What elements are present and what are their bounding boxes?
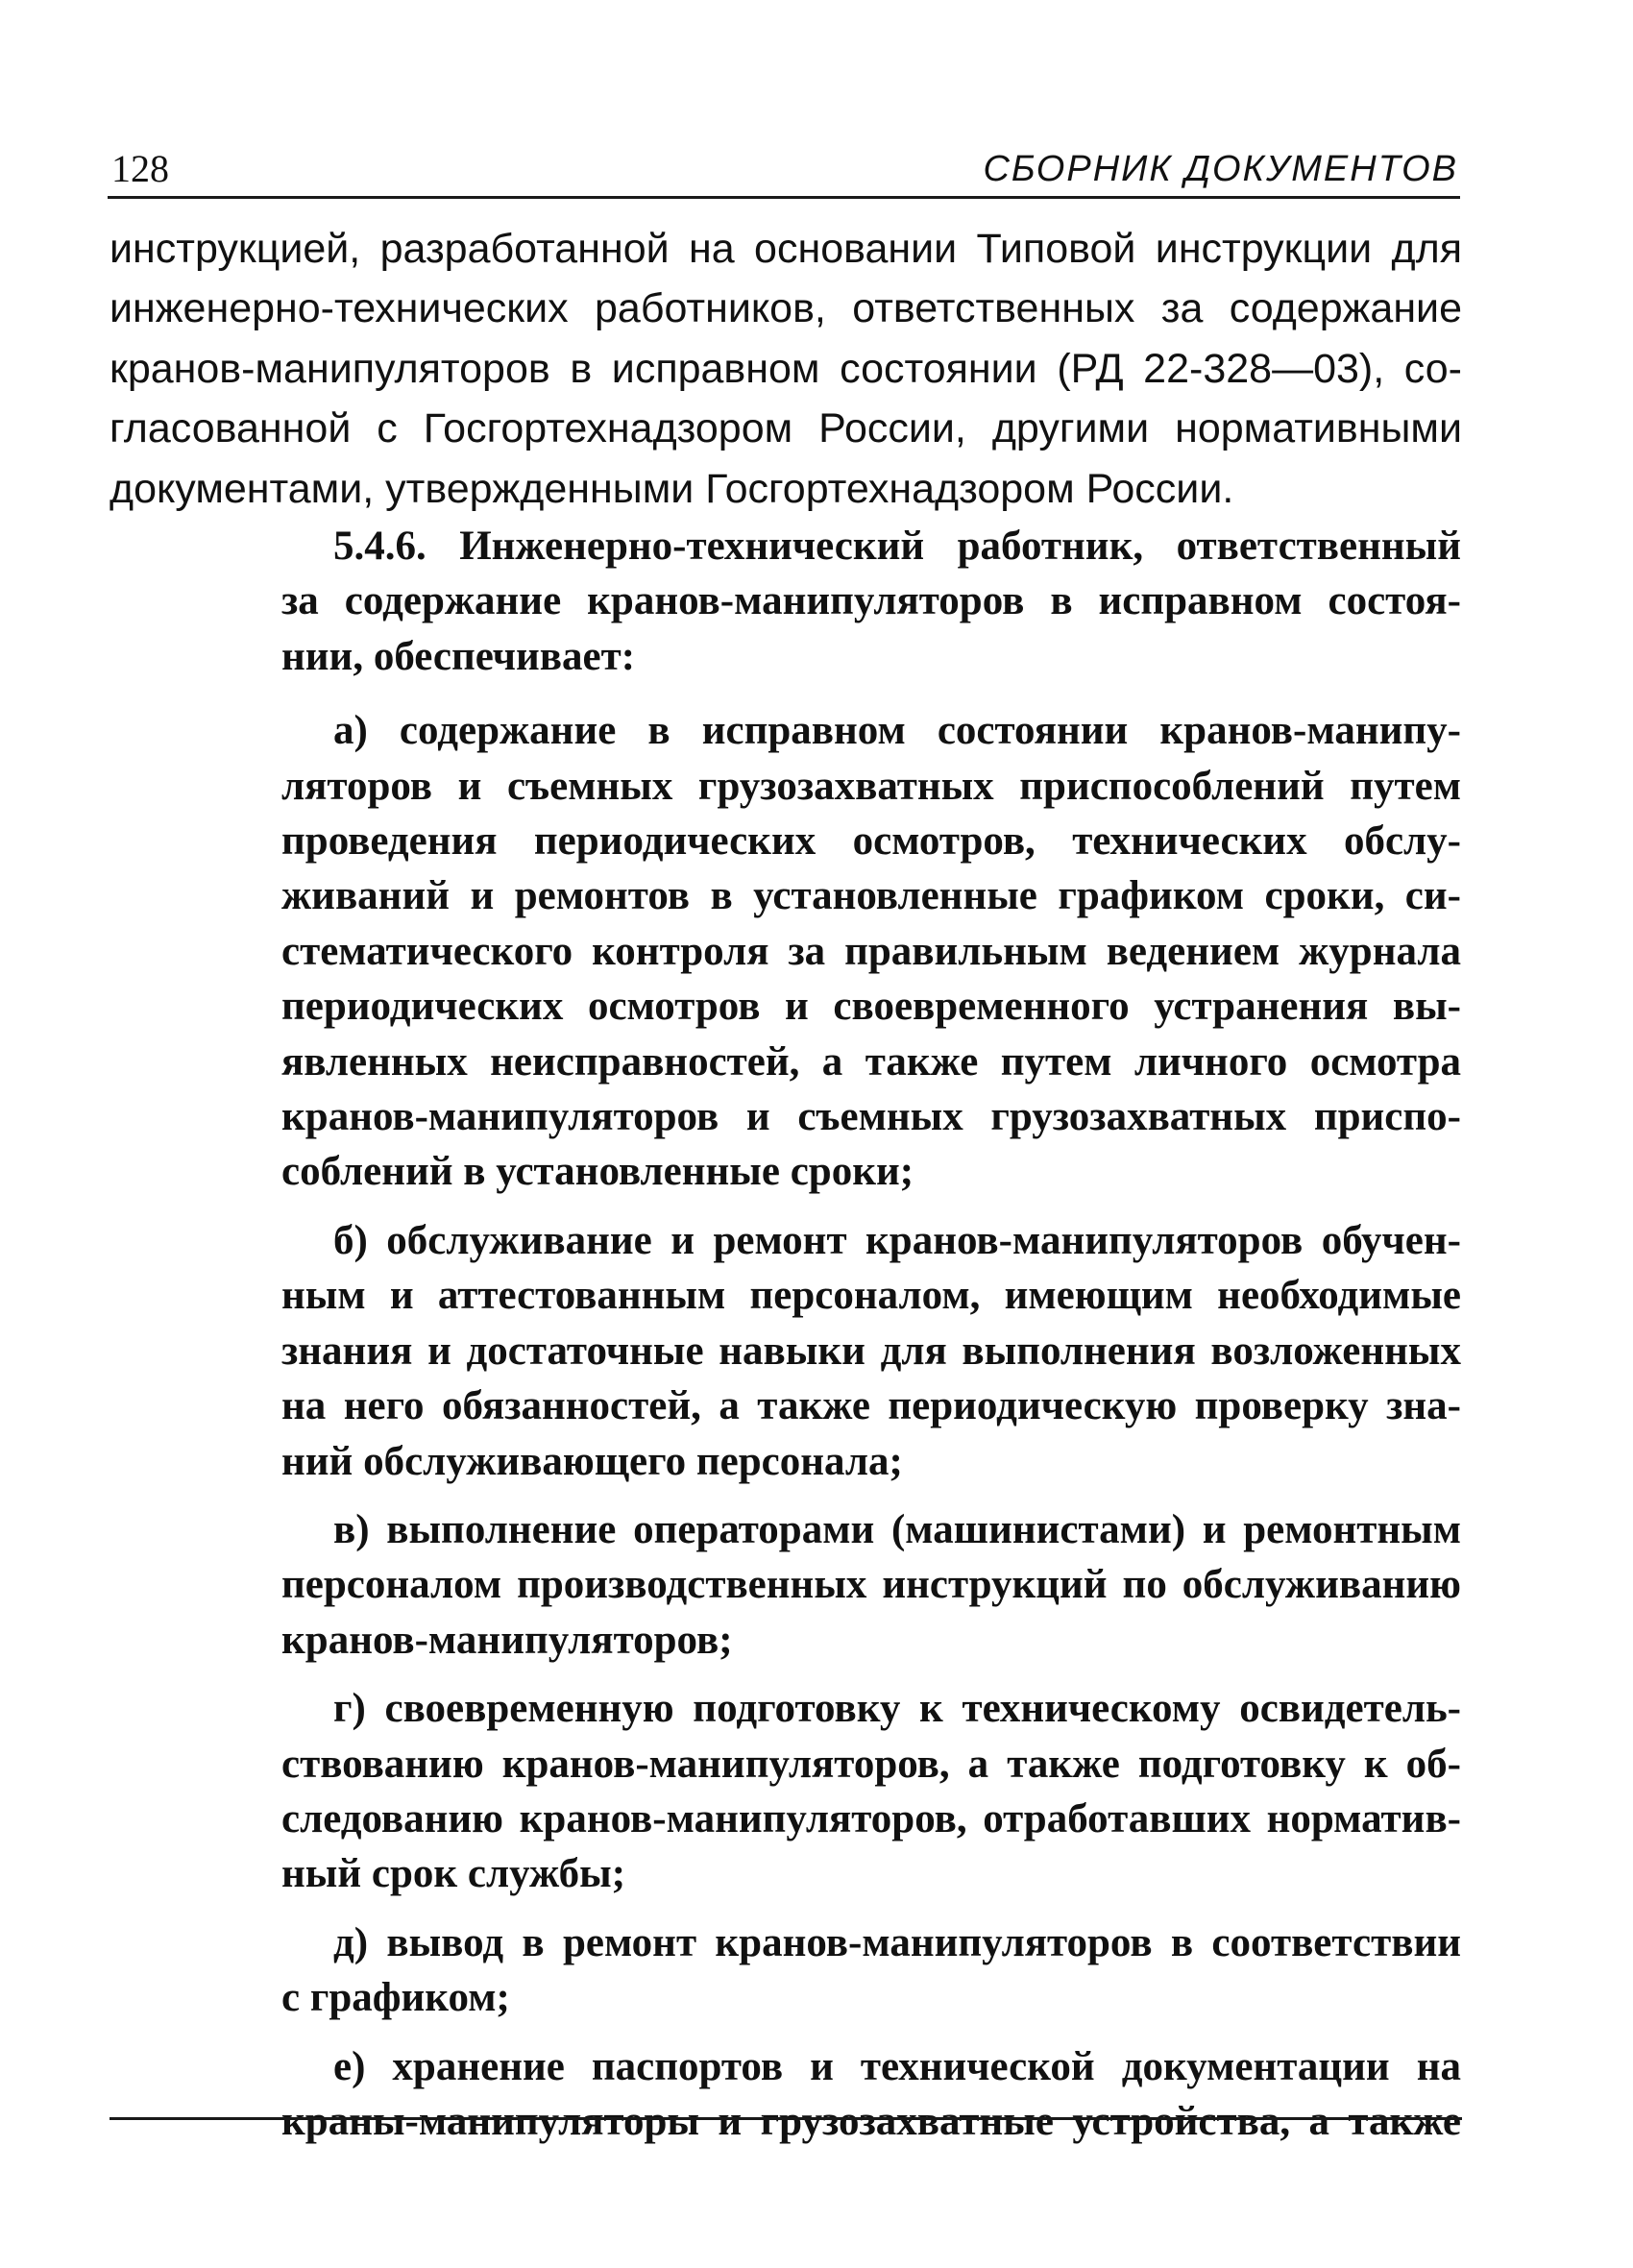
text-line: документами, утвержденными Госгортехнадзором России. <box>110 465 1234 512</box>
page-number: 128 <box>111 147 169 190</box>
text-line: е) хранение паспортов и технической документации на <box>333 2043 1461 2089</box>
text-line: нии, обеспечивает: <box>281 633 636 679</box>
text-line: соблений в установленные сроки; <box>281 1149 914 1195</box>
text-line: знания и достаточные навыки для выполнения возложенных <box>281 1328 1461 1374</box>
text-line: ствованию кранов-манипуляторов, а также подготовку к об- <box>281 1741 1461 1787</box>
text-line: живаний и ремонтов в установленные графиком сроки, си- <box>281 873 1461 919</box>
text-line: стематического контроля за правильным ведением журнала <box>281 928 1461 974</box>
text-line: инструкцией, разработанной на основании Типовой инструкции для <box>110 226 1462 272</box>
text-line: б) обслуживание и ремонт кранов-манипуляторов обучен- <box>333 1217 1461 1263</box>
text-line: инженерно-технических работников, ответственных за содержание <box>110 285 1462 332</box>
item-a <box>281 703 1461 1200</box>
collection-title: СБОРНИК ДОКУМЕНТОВ <box>983 149 1458 189</box>
text-line: д) вывод в ремонт кранов-манипуляторов в соответствии <box>333 1919 1461 1965</box>
item-g <box>281 1681 1461 1902</box>
intro-paragraph <box>110 219 1462 519</box>
text-line: ным и аттестованным персоналом, имеющим необходимые <box>281 1273 1461 1319</box>
text-line: с графиком; <box>281 1975 510 2021</box>
text-line: на него обязанностей, а также периодическую проверку зна- <box>281 1383 1461 1429</box>
section-heading <box>281 519 1461 684</box>
item-v <box>281 1502 1461 1668</box>
footer-rule <box>110 2117 1462 2120</box>
item-e <box>281 2039 1461 2150</box>
text-line: ный срок службы; <box>281 1851 626 1897</box>
text-line: г) своевременную подготовку к техническому освидетель- <box>333 1686 1461 1732</box>
text-line: проведения периодических осмотров, технических обслу- <box>281 818 1461 865</box>
section-5-4-6 <box>281 519 1461 2149</box>
text-line: периодических осмотров и своевременного устранения вы- <box>281 984 1461 1030</box>
text-line: следованию кранов-манипуляторов, отработавших норматив- <box>281 1795 1461 1841</box>
text-line: за содержание кранов-манипуляторов в исправном состоя- <box>281 578 1461 624</box>
text-line: ний обслуживающего персонала; <box>281 1438 903 1484</box>
text-line: персоналом производственных инструкций по обслуживанию <box>281 1562 1461 1608</box>
text-line: 5.4.6. Инженерно-технический работник, ответственный <box>333 524 1461 569</box>
item-d <box>281 1915 1461 2026</box>
text-line: явленных неисправностей, а также путем личного осмотра <box>281 1038 1461 1085</box>
text-line: гласованной с Госгортехнадзором России, другими нормативными <box>110 405 1462 452</box>
text-line: а) содержание в исправном состоянии кранов-манипу- <box>333 708 1461 754</box>
item-b <box>281 1213 1461 1489</box>
running-header <box>108 142 1460 199</box>
text-line: ляторов и съемных грузозахватных приспособлений путем <box>281 763 1461 809</box>
text-line: в) выполнение операторами (машинистами) и ремонтным <box>333 1506 1461 1552</box>
text-line: краны-манипуляторы и грузозахватные устройства, а также <box>281 2098 1461 2144</box>
text-line: кранов-манипуляторов и съемных грузозахватных приспо- <box>281 1094 1461 1140</box>
text-line: кранов-манипуляторов; <box>281 1617 733 1663</box>
text-line: кранов-манипуляторов в исправном состоянии (РД 22-328—03), со- <box>110 345 1462 392</box>
